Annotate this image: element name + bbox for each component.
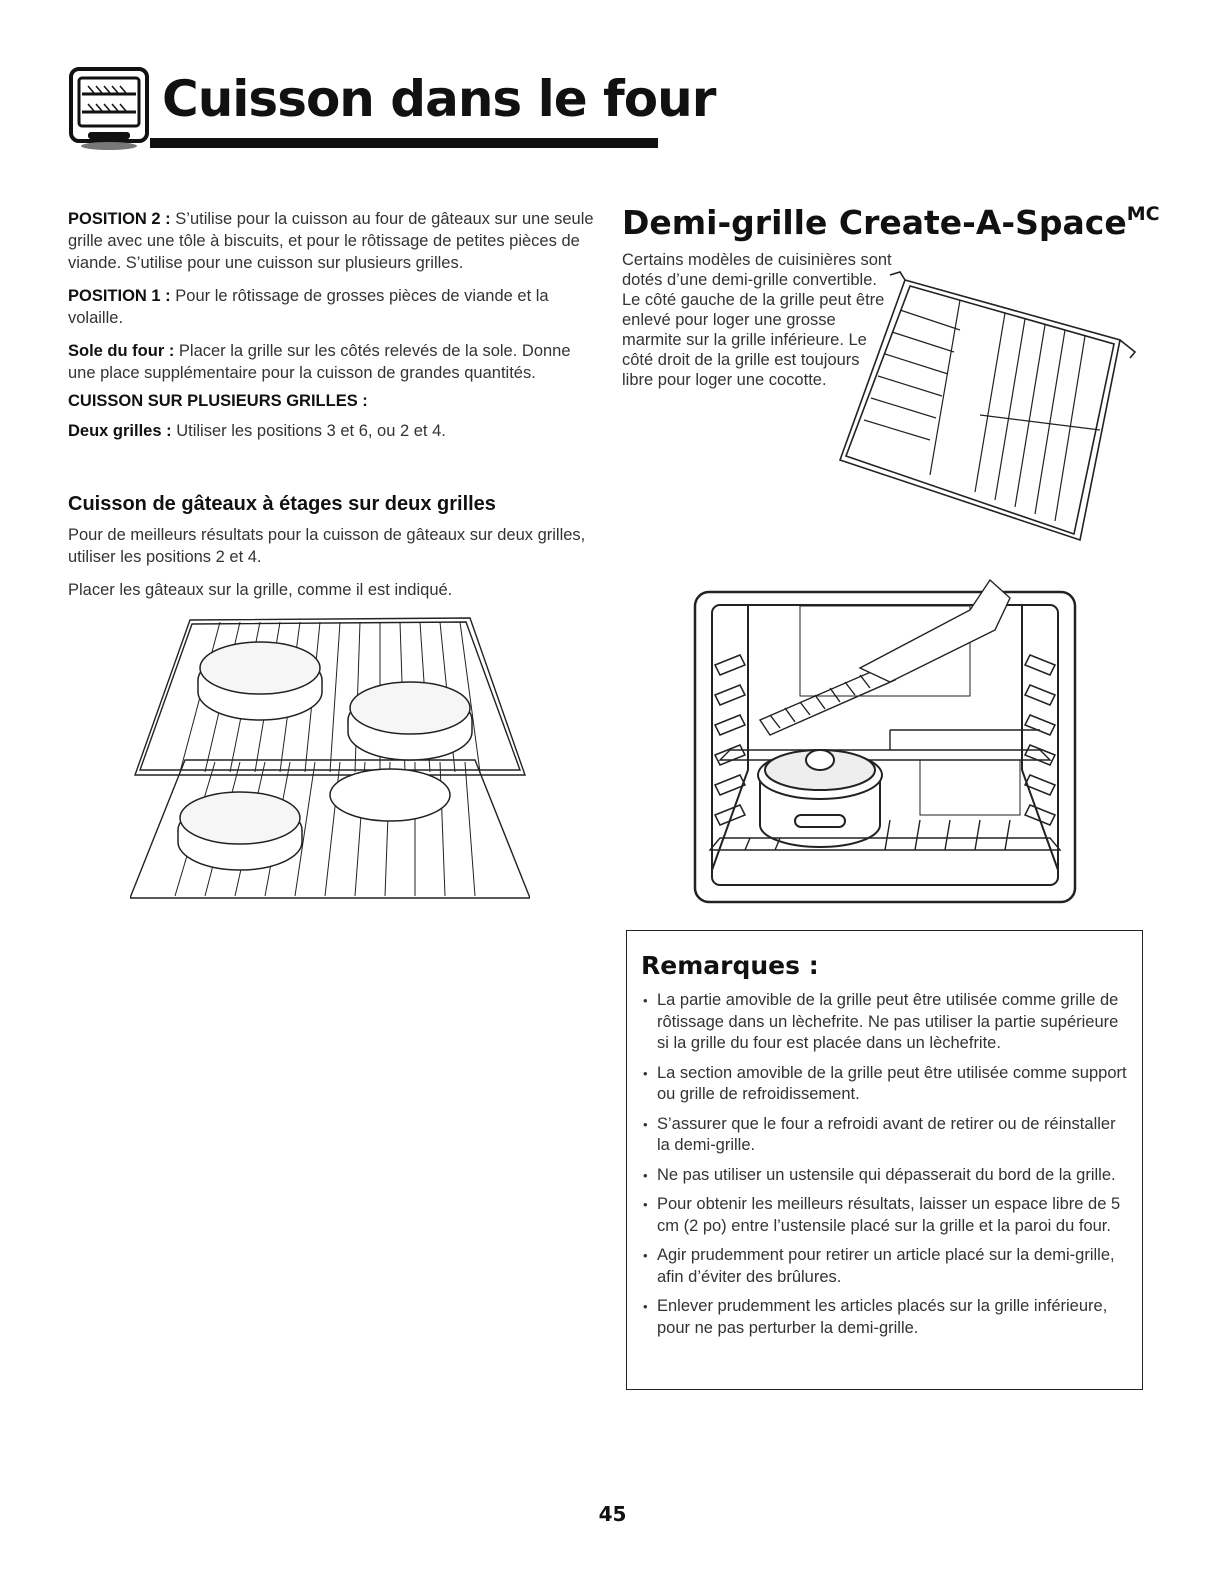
list-item: • Ne pas utiliser un ustensile qui dépasserait du bord de la grille. — [641, 1165, 1128, 1187]
list-item: • La section amovible de la grille peut être utilisée comme support ou grille de refroidissement. — [641, 1063, 1128, 1106]
cakes-on-racks-illustration — [130, 610, 530, 900]
paragraph-two-racks: Deux grilles : Utiliser les positions 3 et 6, ou 2 et 4. — [68, 422, 446, 440]
paragraph-position-1: POSITION 1 : Pour le rôtissage de grosses pièces de viande et la volaille. — [68, 287, 549, 327]
section-heading: Cuisson de gâteaux à étages sur deux grilles — [68, 493, 496, 515]
half-rack-intro: Certains modèles de cuisinières sont dotés d’une demi-grille convertible. Le côté gauche de la grille peut être enlevé pour loger une grosse marmite sur la grille inférieure. Le côté droit de la grille est toujours libre pour loger une cocotte. — [622, 251, 892, 389]
page-header — [68, 66, 716, 156]
section-paragraph-2: Placer les gâteaux sur la grille, comme il est indiqué. — [68, 581, 453, 599]
list-item: • Pour obtenir les meilleurs résultats, laisser un espace libre de 5 cm (2 po) entre l’ustensile placé sur la grille et la paroi du four. — [641, 1194, 1128, 1237]
notes-list — [641, 990, 1128, 1339]
left-column — [68, 208, 598, 453]
notes-title: Remarques : — [641, 951, 819, 980]
paragraph-position-2: POSITION 2 : S’utilise pour la cuisson au four de gâteaux sur une seule grille avec une tôle à biscuits, et pour le rôtissage de petites pièces de viande. S’utilise pour une cuisson sur plusieurs grilles. — [68, 210, 594, 272]
oven-interior-illustration — [690, 570, 1080, 905]
page-title: Cuisson dans le four — [162, 70, 716, 128]
page-number: 45 — [598, 1502, 627, 1526]
title-underline — [150, 138, 658, 148]
paragraph-sole: Sole du four : Placer la grille sur les côtés relevés de la sole. Donne une place supplémentaire pour la cuisson de grandes quantités. — [68, 342, 571, 382]
notes-box — [626, 930, 1143, 1390]
section-body — [68, 524, 588, 612]
oven-icon — [68, 66, 150, 152]
list-item: • S’assurer que le four a refroidi avant de retirer ou de réinstaller la demi-grille. — [641, 1114, 1128, 1157]
list-item: • Enlever prudemment les articles placés sur la grille inférieure, pour ne pas perturber la demi-grille. — [641, 1296, 1128, 1339]
half-rack-illustration — [830, 270, 1150, 545]
section-paragraph-1: Pour de meilleurs résultats pour la cuisson de gâteaux sur deux grilles, utiliser les positions 2 et 4. — [68, 526, 586, 566]
multi-rack-heading: CUISSON SUR PLUSIEURS GRILLES : — [68, 392, 368, 410]
list-item: • La partie amovible de la grille peut être utilisée comme grille de rôtissage dans un lèchefrite. Ne pas utiliser la partie supérieure si la grille du four est placée dans un lèchefrite. — [641, 990, 1128, 1055]
half-rack-heading: Demi-grille Create-A-Space$^{MC}$ — [622, 203, 1160, 242]
list-item: • Agir prudemment pour retirer un article placé sur la demi-grille, afin d’éviter des brûlures. — [641, 1245, 1128, 1288]
